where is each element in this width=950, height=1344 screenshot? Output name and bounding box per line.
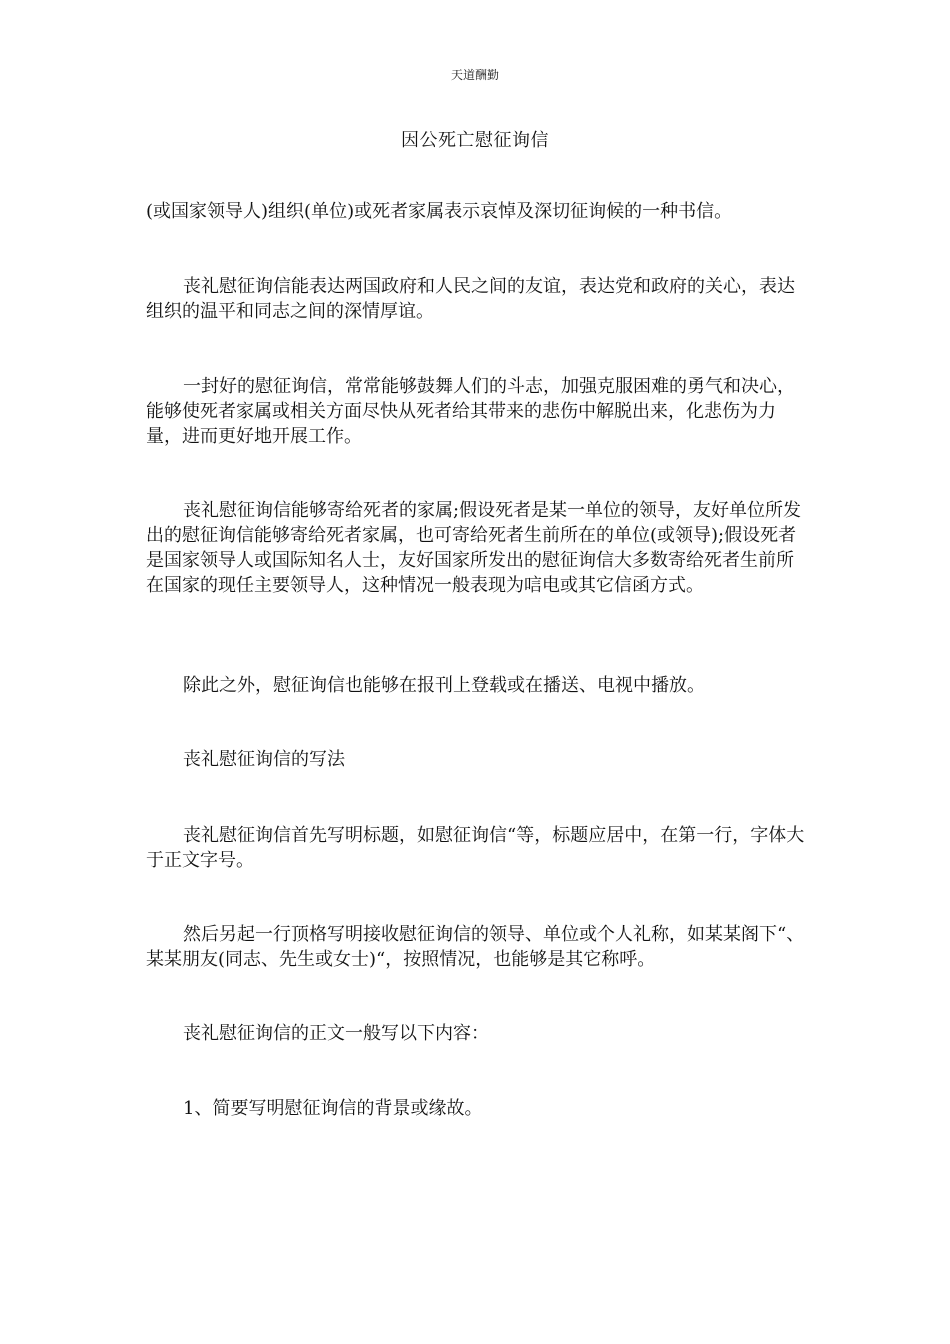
section-heading-writing: 丧礼慰征询信的写法 xyxy=(183,749,345,770)
paragraph-salutation: 然后另起一行顶格写明接收慰征询信的领导、单位或个人礼称，如某某阁下“、某某朋友(同志、先生或女士)“，按照情况，也能够是其它称呼。 xyxy=(146,924,805,970)
paragraph-friendship: 丧礼慰征询信能表达两国政府和人民之间的友谊，表达党和政府的关心，表达组织的温平和同志之间的深情厚谊。 xyxy=(146,276,795,322)
paragraph-recipients: 丧礼慰征询信能够寄给死者的家属;假设死者是某一单位的领导，友好单位所发出的慰征询信能够寄给死者家属，也可寄给死者生前所在的单位(或领导);假设死者是国家领导人或国际知名人士，友好国家所发出的慰征询信大多数寄给死者生前所在国家的现任主要领导人，这种情况一般表现为唁电或其它信函方式。 xyxy=(146,500,802,596)
paragraph-title-rule: 丧礼慰征询信首先写明标题，如慰征询信“等，标题应居中，在第一行，字体大于正文字号。 xyxy=(146,825,805,871)
page-header: 天道酬勤 xyxy=(450,68,499,82)
list-item-background: 1、简要写明慰征询信的背景或缘故。 xyxy=(183,1098,483,1119)
paragraph-intro: (或国家领导人)组织(单位)或死者家属表示哀悼及深切征询候的一种书信。 xyxy=(146,201,733,222)
paragraph-media: 除此之外，慰征询信也能够在报刊上登载或在播送、电视中播放。 xyxy=(183,675,705,696)
document-title: 因公死亡慰征询信 xyxy=(401,130,549,151)
paragraph-encourage: 一封好的慰征询信，常常能够鼓舞人们的斗志，加强克服困难的勇气和决心，能够使死者家属或相关方面尽快从死者给其带来的悲伤中解脱出来，化悲伤为力量，进而更好地开展工作。 xyxy=(146,376,795,447)
paragraph-body-content: 丧礼慰征询信的正文一般写以下内容： xyxy=(183,1023,489,1044)
